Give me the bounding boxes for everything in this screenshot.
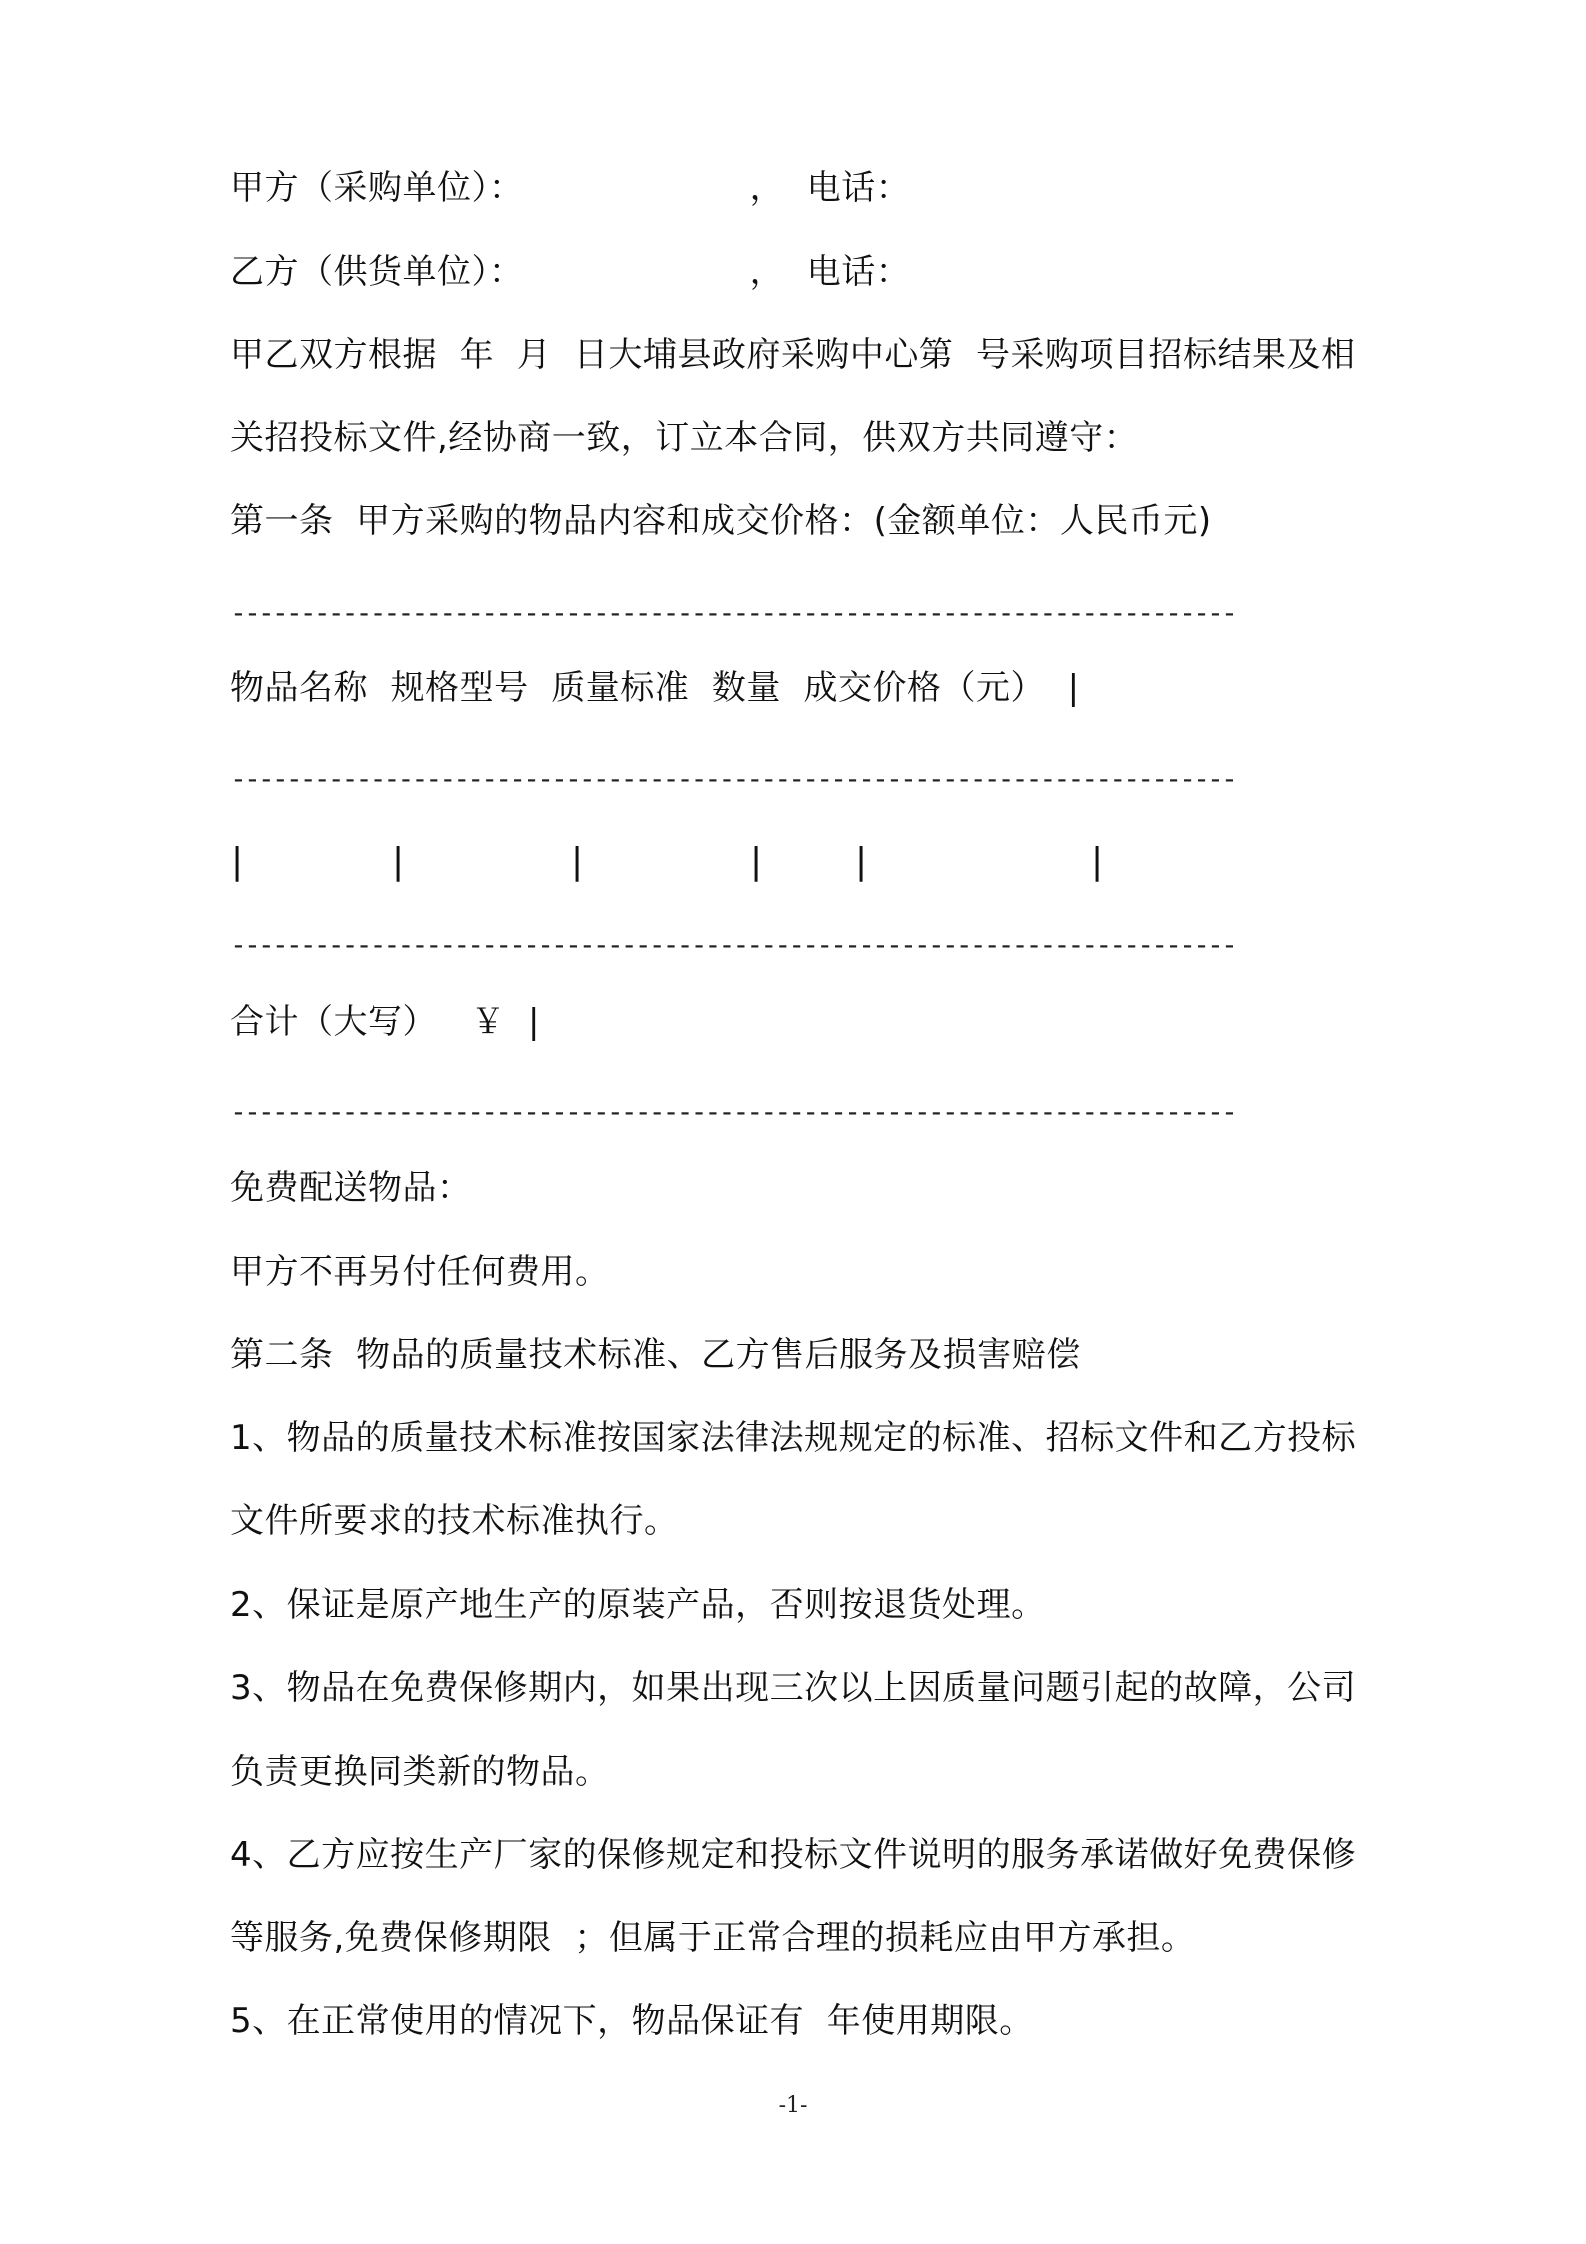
no-extra-fee-line: 甲方不再另付任何费用。 [230, 1252, 610, 1292]
party-a-line: 甲方（采购单位）： ， 电话： [230, 168, 911, 208]
table-header-row: 物品名称 规格型号 质量标准 数量 成交价格（元） | [230, 668, 1080, 708]
table-cell-divider: | [1091, 841, 1104, 882]
table-cell-divider: | [571, 841, 584, 882]
item-3-line-2: 负责更换同类新的物品。 [230, 1752, 610, 1792]
item-1-line-1: 1、物品的质量技术标准按国家法律法规规定的标准、招标文件和乙方投标 [230, 1418, 1357, 1458]
item-5-line: 5、在正常使用的情况下，物品保证有 年使用期限。 [230, 2001, 1034, 2041]
intro-line-1: 甲乙双方根据 年 月 日大埔县政府采购中心第 号采购项目招标结果及相 [230, 335, 1356, 375]
table-total-row: 合计（大写） ￥ | [230, 1002, 540, 1042]
table-cell-divider: | [855, 841, 868, 882]
table-cell-divider: | [750, 841, 763, 882]
party-b-line: 乙方（供货单位）： ， 电话： [230, 252, 911, 292]
article-2-title: 第二条 物品的质量技术标准、乙方售后服务及损害赔偿 [230, 1335, 1081, 1375]
item-3-line-1: 3、物品在免费保修期内，如果出现三次以上因质量问题引起的故障，公司 [230, 1668, 1357, 1708]
article-1-title: 第一条 甲方采购的物品内容和成交价格：(金额单位：人民币元) [230, 501, 1212, 541]
table-rule-header: ------------------------------------------------------------------------ [230, 762, 1235, 795]
item-4-line-2: 等服务,免费保修期限 ；但属于正常合理的损耗应由甲方承担。 [230, 1918, 1196, 1958]
intro-line-2: 关招投标文件,经协商一致，订立本合同，供双方共同遵守： [230, 418, 1139, 458]
item-1-line-2: 文件所要求的技术标准执行。 [230, 1501, 679, 1541]
table-cell-divider: | [231, 841, 244, 882]
item-2-line: 2、保证是原产地生产的原装产品，否则按退货处理。 [230, 1585, 1046, 1625]
table-cell-divider: | [392, 841, 405, 882]
table-rule-top: ------------------------------------------------------------------------ [230, 596, 1235, 629]
table-rule-row: ------------------------------------------------------------------------ [230, 928, 1235, 961]
item-4-line-1: 4、乙方应按生产厂家的保修规定和投标文件说明的服务承诺做好免费保修 [230, 1835, 1357, 1875]
free-delivery-line: 免费配送物品： [230, 1168, 472, 1208]
table-rule-bottom: ------------------------------------------------------------------------ [230, 1095, 1235, 1128]
page-number: -1- [778, 2093, 808, 2118]
